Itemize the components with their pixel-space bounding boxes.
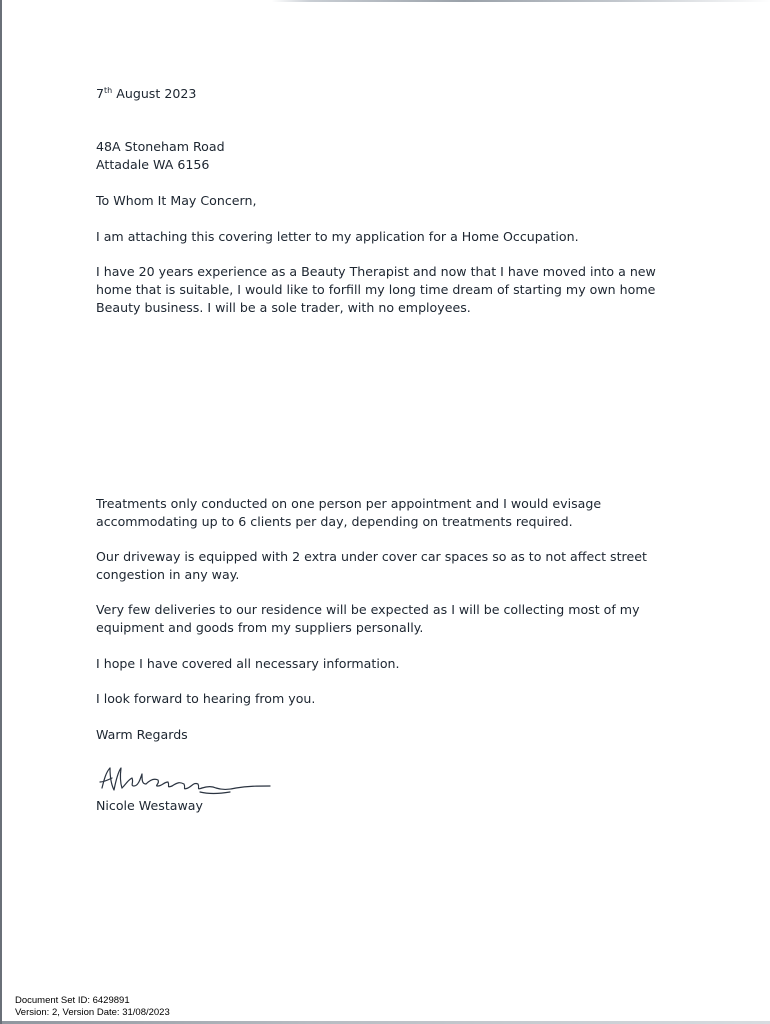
paragraph-driveway [96, 548, 676, 584]
paragraph-experience [96, 263, 676, 317]
paragraph-line: Treatments only conducted on one person per appointment and I would evisage [96, 496, 602, 511]
signatory-name: Nicole Westaway [96, 798, 203, 813]
paragraph-application: I am attaching this covering letter to my application for a Home Occupation. [96, 229, 579, 244]
paragraph-line: Beauty business. I will be a sole trader, with no employees. [96, 300, 471, 315]
address-line-1: 48A Stoneham Road [96, 139, 225, 154]
footer-document-set-id: Document Set ID: 6429891 [15, 995, 130, 1006]
address-line-2: Attadale WA 6156 [96, 157, 210, 172]
footer-version: Version: 2, Version Date: 31/08/2023 [15, 1007, 170, 1018]
salutation: To Whom It May Concern, [96, 193, 257, 208]
date-suffix: th [104, 85, 113, 95]
paragraph-line: equipment and goods from my suppliers personally. [96, 620, 424, 635]
scan-top-edge [2, 0, 770, 2]
date-day: 7 [96, 86, 105, 101]
handwritten-signature [88, 760, 278, 802]
paragraph-line: accommodating up to 6 clients per day, depending on treatments required. [96, 514, 573, 529]
paragraph-deliveries [96, 601, 676, 637]
paragraph-line: home that is suitable, I would like to forfill my long time dream of starting my own home [96, 282, 656, 297]
paragraph-line: congestion in any way. [96, 567, 240, 582]
paragraph-look-forward: I look forward to hearing from you. [96, 691, 316, 706]
closing: Warm Regards [96, 727, 188, 742]
paragraph-line: I have 20 years experience as a Beauty Therapist and now that I have moved into a new [96, 264, 656, 279]
date-month-year: August 2023 [112, 86, 197, 101]
paragraph-treatments [96, 495, 676, 531]
letter-date [96, 85, 196, 103]
paragraph-line: Our driveway is equipped with 2 extra under cover car spaces so as to not affect street [96, 549, 647, 564]
paragraph-line: Very few deliveries to our residence will be expected as I will be collecting most of my [96, 602, 640, 617]
paragraph-covered: I hope I have covered all necessary information. [96, 656, 400, 671]
